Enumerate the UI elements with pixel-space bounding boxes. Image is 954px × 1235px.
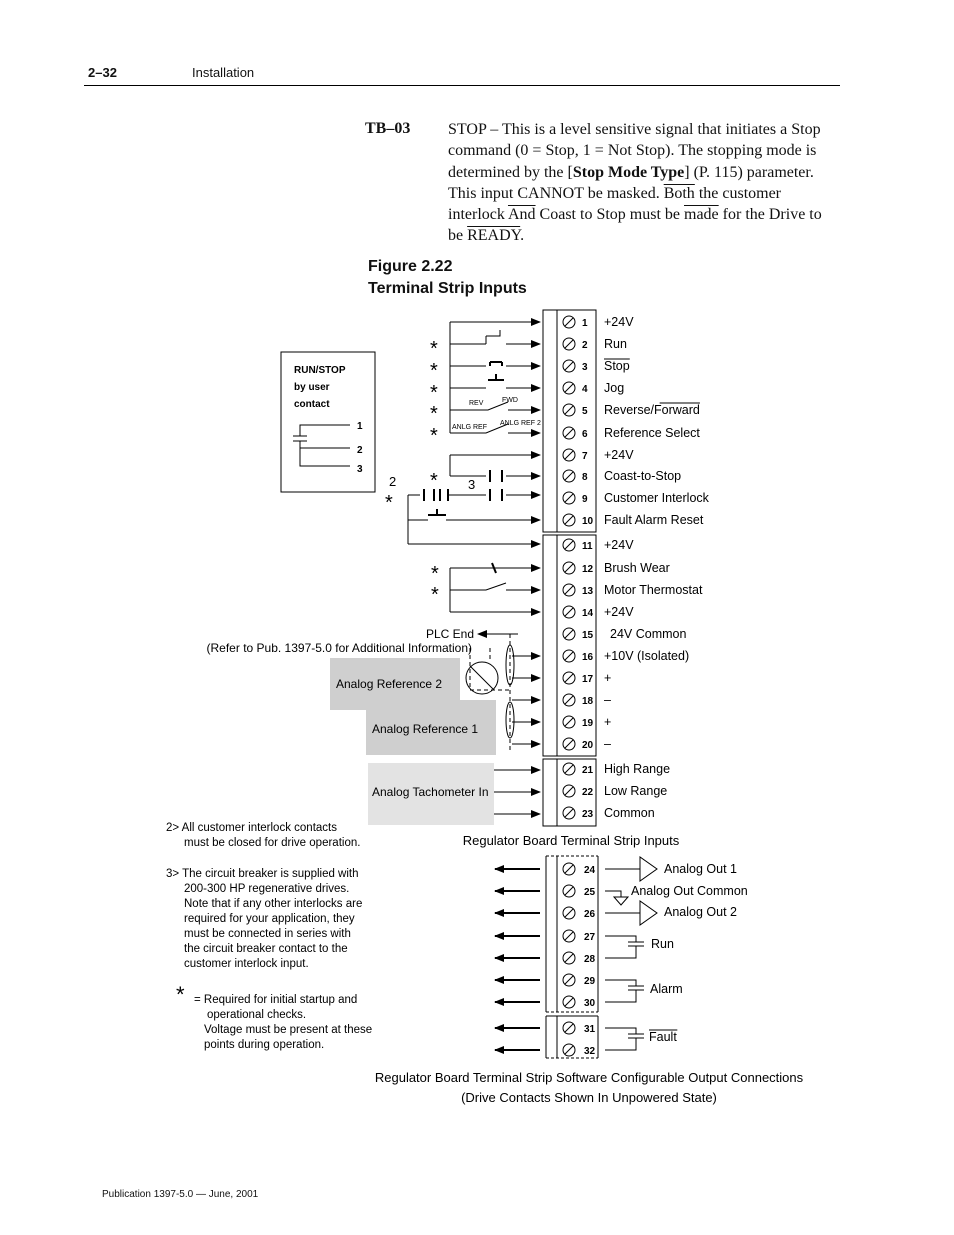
terminal-label: Coast-to-Stop — [604, 469, 682, 483]
terminal-number: 4 — [582, 384, 588, 395]
rev-label: REV — [469, 400, 484, 407]
terminal-number: 11 — [582, 541, 593, 552]
terminal-label: +24V — [604, 448, 634, 462]
terminal-screw-slot — [565, 318, 573, 326]
terminal-label: Low Range — [604, 784, 668, 798]
terminal-screw-slot — [565, 696, 573, 704]
terminal-number: 10 — [582, 516, 594, 527]
output-caption-1: Regulator Board Terminal Strip Software Configurable Output Connections — [374, 1070, 804, 1085]
terminal-number: 15 — [582, 630, 594, 641]
terminal-screw-slot — [565, 954, 573, 962]
terminal-label: Stop — [604, 359, 630, 373]
terminal-screw-slot — [565, 652, 573, 660]
plc-reference: (Refer to Pub. 1397-5.0 for Additional Information) — [206, 641, 472, 655]
run-stop-line1: RUN/STOP — [294, 365, 346, 376]
terminal-number: 21 — [582, 765, 594, 776]
terminal-number: 29 — [584, 976, 596, 987]
terminal-screw-slot — [565, 718, 573, 726]
output-label: Alarm — [650, 982, 683, 996]
terminal-screw-slot — [565, 429, 573, 437]
fwd-label: FWD — [502, 397, 518, 404]
terminal-label: Common — [604, 806, 655, 820]
required-star: * — [430, 382, 438, 404]
terminal-number: 28 — [584, 954, 596, 965]
terminal-number: 9 — [582, 494, 588, 505]
terminal-screw-slot — [565, 740, 573, 748]
terminal-label: +24V — [604, 605, 634, 619]
required-star: * — [385, 492, 393, 514]
star-note-line: operational checks. — [207, 1009, 307, 1021]
terminal-label: Customer Interlock — [604, 491, 709, 505]
terminal-screw-slot — [565, 406, 573, 414]
terminal-screw-slot — [565, 787, 573, 795]
page-number: 2–32 — [88, 65, 117, 80]
terminal-number: 5 — [582, 406, 588, 417]
terminal-number: 12 — [582, 564, 594, 575]
run-stop-contact — [293, 425, 350, 466]
input-caption: Regulator Board Terminal Strip Inputs — [462, 833, 680, 848]
terminal-label: High Range — [604, 762, 671, 776]
terminal-label: +24V — [604, 315, 634, 329]
terminal-number: 32 — [584, 1046, 596, 1057]
note3-line: 200-300 HP regenerative drives. — [184, 883, 350, 895]
terminal-label: Reverse/Forward — [604, 403, 700, 417]
terminal-screw-slot — [565, 932, 573, 940]
run-stop-line3: contact — [294, 399, 330, 410]
terminal-number: 20 — [582, 740, 594, 751]
required-star: * — [430, 360, 438, 382]
required-stars — [385, 338, 439, 606]
terminal-screw-slot — [565, 451, 573, 459]
terminal-number: 19 — [582, 718, 594, 729]
terminal-label: Reference Select — [604, 426, 700, 440]
note3-line: must be connected in series with — [184, 928, 351, 940]
terminal-number: 24 — [584, 865, 596, 876]
output-label: Analog Out 2 — [664, 905, 737, 919]
run-stop-pin3: 3 — [357, 464, 363, 475]
star-note-line: = Required for initial startup and — [194, 994, 358, 1006]
input-labels — [604, 315, 710, 820]
required-star: * — [431, 584, 439, 606]
terminal-screw-slot — [565, 809, 573, 817]
terminal-screw-slot — [565, 472, 573, 480]
terminal-screw-slot — [565, 516, 573, 524]
star-legend-text — [194, 994, 372, 1051]
terminal-label: Brush Wear — [604, 561, 670, 575]
output-label: Analog Out 1 — [664, 862, 737, 876]
terminal-number: 17 — [582, 674, 594, 685]
terminal-label: TB–03 — [365, 120, 411, 137]
terminal-label: Run — [604, 337, 627, 351]
terminal-label: Motor Thermostat — [604, 583, 703, 597]
star-legend-marker: * — [176, 982, 185, 1007]
terminal-label: +10V (Isolated) — [604, 649, 690, 663]
output-label: Analog Out Common — [631, 884, 748, 898]
terminal-screw-slot — [565, 909, 573, 917]
terminal-number: 1 — [582, 318, 588, 329]
terminal-number: 2 — [582, 340, 588, 351]
output-caption-2: (Drive Contacts Shown In Unpowered State) — [461, 1090, 717, 1105]
terminal-description: STOP – This is a level sensitive signal that initiates a Stop command (0 = Stop, 1 = Not Stop). The stopping mode is determined by the [Stop Mode Type] (P. 115) parameter. This input CANNOT be masked. Both the customer interlock $\overline{And}$ Coast to Stop must be made for the Drive to be READY. — [448, 121, 822, 245]
anlg-ref-label: ANLG REF — [452, 424, 488, 431]
terminal-screw-slot — [565, 362, 573, 370]
output-label: Fault — [649, 1030, 677, 1044]
star-note-line: points during operation. — [204, 1039, 325, 1051]
run-stop-pin1: 1 — [357, 421, 363, 432]
required-star: * — [430, 425, 438, 447]
terminal-screw-slot — [565, 887, 573, 895]
section-title: Installation — [192, 65, 255, 80]
run-stop-pin2: 2 — [357, 445, 363, 456]
plc-end-label: PLC End — [425, 627, 474, 641]
terminal-label: Jog — [604, 381, 625, 395]
terminal-label: 24V Common — [610, 627, 687, 641]
required-star: * — [430, 338, 438, 360]
terminal-screw-slot — [565, 674, 573, 682]
terminal-screw-slot — [565, 541, 573, 549]
terminal-number: 14 — [582, 608, 594, 619]
note3-line: the circuit breaker contact to the — [184, 943, 348, 955]
terminal-screw-slot — [565, 608, 573, 616]
output-label: Run — [651, 937, 674, 951]
note3-line: customer interlock input. — [184, 958, 309, 970]
terminal-number: 16 — [582, 652, 594, 663]
terminal-screw-slot — [565, 998, 573, 1006]
terminal-screw-slot — [565, 384, 573, 392]
note-2-marker: 2 — [389, 474, 397, 489]
terminal-number: 27 — [584, 932, 596, 943]
terminal-label: + — [604, 715, 612, 729]
terminal-label: Fault Alarm Reset — [604, 513, 704, 527]
terminal-screw-slot — [565, 630, 573, 638]
note2-line2: must be closed for drive operation. — [184, 837, 361, 849]
note3-line: 3> The circuit breaker is supplied with — [166, 868, 359, 880]
terminal-label: – — [604, 693, 611, 707]
terminal-number: 26 — [584, 909, 596, 920]
terminal-screw-slot — [565, 340, 573, 348]
run-stop-line2: by user — [294, 382, 330, 393]
figure-number: Figure 2.22 — [368, 258, 453, 275]
terminal-number: 7 — [582, 451, 588, 462]
terminal-screw-slot — [565, 1024, 573, 1032]
analog-ref2-label: Analog Reference 2 — [336, 677, 443, 691]
required-star: * — [430, 470, 438, 492]
terminal-number: 3 — [582, 362, 588, 373]
output-labels — [631, 862, 748, 1044]
figure-title: Terminal Strip Inputs — [368, 280, 527, 297]
anlg-ref2-label: ANLG REF 2 — [500, 420, 541, 427]
terminal-screw-slot — [565, 586, 573, 594]
terminal-screw-slot — [565, 494, 573, 502]
note3 — [166, 868, 362, 970]
terminal-screw-slot — [565, 1046, 573, 1054]
terminal-number: 6 — [582, 429, 588, 440]
required-star: * — [430, 403, 438, 425]
input-terminal-group — [563, 316, 594, 820]
terminal-screw-slot — [565, 865, 573, 873]
note3-line: required for your application, they — [184, 913, 355, 925]
terminal-number: 22 — [582, 787, 594, 798]
required-star: * — [431, 563, 439, 585]
terminal-number: 13 — [582, 586, 594, 597]
terminal-number: 18 — [582, 696, 594, 707]
note3-line: Note that if any other interlocks are — [184, 898, 363, 910]
star-note-line: Voltage must be present at these — [204, 1024, 373, 1036]
analog-tach-label: Analog Tachometer In — [372, 785, 489, 799]
terminal-number: 25 — [584, 887, 596, 898]
note-3-marker: 3 — [468, 477, 476, 492]
terminal-screw-slot — [565, 976, 573, 984]
terminal-number: 8 — [582, 472, 588, 483]
note2-line1: 2> All customer interlock contacts — [166, 822, 337, 834]
terminal-number: 23 — [582, 809, 594, 820]
terminal-label: + — [604, 671, 612, 685]
terminal-number: 31 — [584, 1024, 596, 1035]
analog-ref1-label: Analog Reference 1 — [372, 722, 479, 736]
terminal-label: +24V — [604, 538, 634, 552]
terminal-screw-slot — [565, 564, 573, 572]
terminal-screw-slot — [565, 765, 573, 773]
output-terminal-group — [563, 863, 596, 1057]
terminal-label: – — [604, 737, 611, 751]
footer: Publication 1397-5.0 — June, 2001 — [102, 1189, 259, 1200]
output-arrows — [495, 869, 540, 1050]
terminal-number: 30 — [584, 998, 596, 1009]
